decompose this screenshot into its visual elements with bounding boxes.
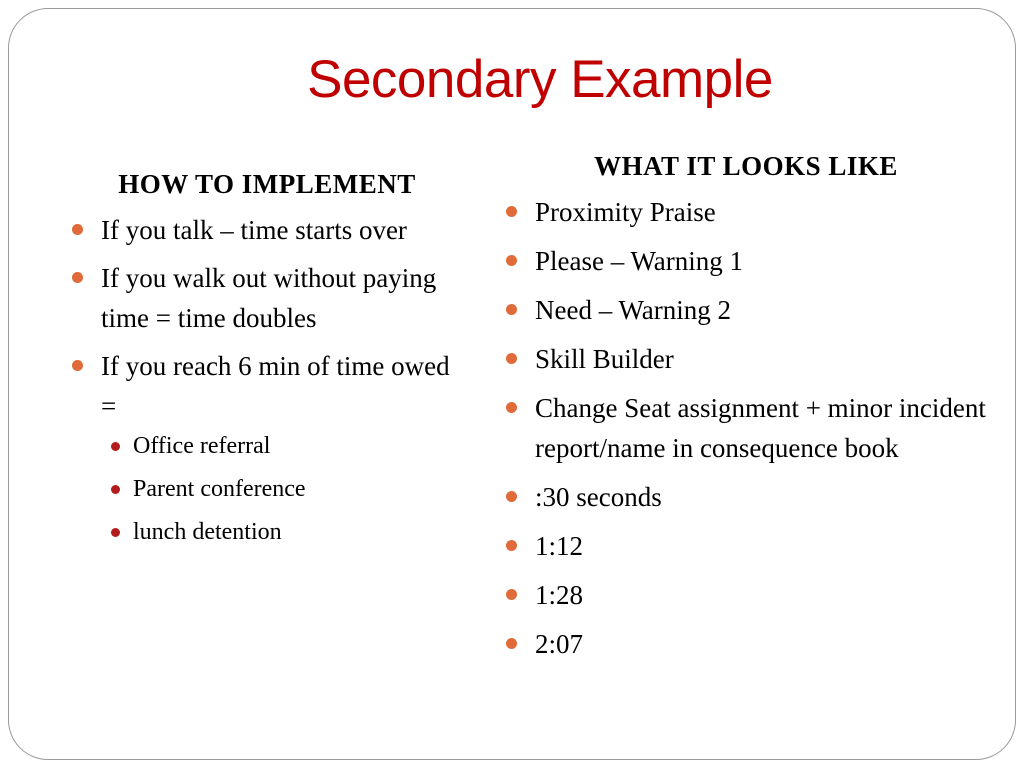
list-item-text: 1:12 bbox=[535, 531, 584, 561]
bullet-icon bbox=[506, 353, 517, 364]
list-item bbox=[506, 388, 1006, 468]
sublist-item bbox=[101, 514, 462, 550]
list-item bbox=[506, 624, 1006, 664]
consequence-sublist bbox=[101, 428, 462, 550]
list-item-text: Change Seat assignment + minor incident report/name in consequence book bbox=[535, 393, 986, 463]
bullet-icon bbox=[72, 224, 83, 235]
list-item-text: Need – Warning 2 bbox=[535, 295, 732, 325]
list-item bbox=[506, 241, 1006, 281]
list-item-text: :30 seconds bbox=[535, 482, 662, 512]
bullet-icon bbox=[506, 540, 517, 551]
bullet-icon bbox=[111, 485, 120, 494]
sublist-item-text: lunch detention bbox=[133, 519, 282, 545]
sublist-item-text: Parent conference bbox=[133, 476, 306, 502]
sublist-item-text: Office referral bbox=[133, 433, 271, 459]
bullet-icon bbox=[111, 442, 120, 451]
list-item-text: Please – Warning 1 bbox=[535, 246, 744, 276]
bullet-icon bbox=[506, 491, 517, 502]
list-item-text: If you reach 6 min of time owed = bbox=[101, 351, 450, 421]
list-item bbox=[506, 192, 1006, 232]
slide-title: Secondary Example bbox=[307, 50, 773, 109]
list-item-text: 2:07 bbox=[535, 629, 584, 659]
bullet-icon bbox=[506, 255, 517, 266]
list-item-text: 1:28 bbox=[535, 580, 584, 610]
list-item bbox=[506, 526, 1006, 566]
bullet-icon bbox=[506, 402, 517, 413]
sublist-item bbox=[101, 471, 462, 507]
list-item bbox=[506, 339, 1006, 379]
how-to-implement-column bbox=[72, 166, 462, 558]
list-item bbox=[506, 290, 1006, 330]
bullet-icon bbox=[72, 360, 83, 371]
list-item bbox=[72, 346, 462, 550]
sublist-item bbox=[101, 428, 462, 464]
list-item-text: Proximity Praise bbox=[535, 197, 716, 227]
bullet-icon bbox=[506, 206, 517, 217]
what-it-looks-like-column bbox=[506, 148, 1006, 673]
list-item bbox=[506, 575, 1006, 615]
bullet-icon bbox=[506, 589, 517, 600]
right-bullet-list bbox=[506, 192, 1006, 664]
right-column-heading: WHAT IT LOOKS LIKE bbox=[594, 151, 898, 181]
list-item-text: If you talk – time starts over bbox=[101, 215, 407, 245]
bullet-icon bbox=[506, 638, 517, 649]
bullet-icon bbox=[72, 272, 83, 283]
list-item bbox=[72, 258, 462, 338]
bullet-icon bbox=[111, 528, 120, 537]
left-bullet-list bbox=[72, 210, 462, 550]
list-item bbox=[506, 477, 1006, 517]
list-item-text: Skill Builder bbox=[535, 344, 674, 374]
list-item-text: If you walk out without paying time = time doubles bbox=[101, 263, 437, 333]
bullet-icon bbox=[506, 304, 517, 315]
list-item bbox=[72, 210, 462, 250]
left-column-heading: HOW TO IMPLEMENT bbox=[118, 169, 416, 199]
